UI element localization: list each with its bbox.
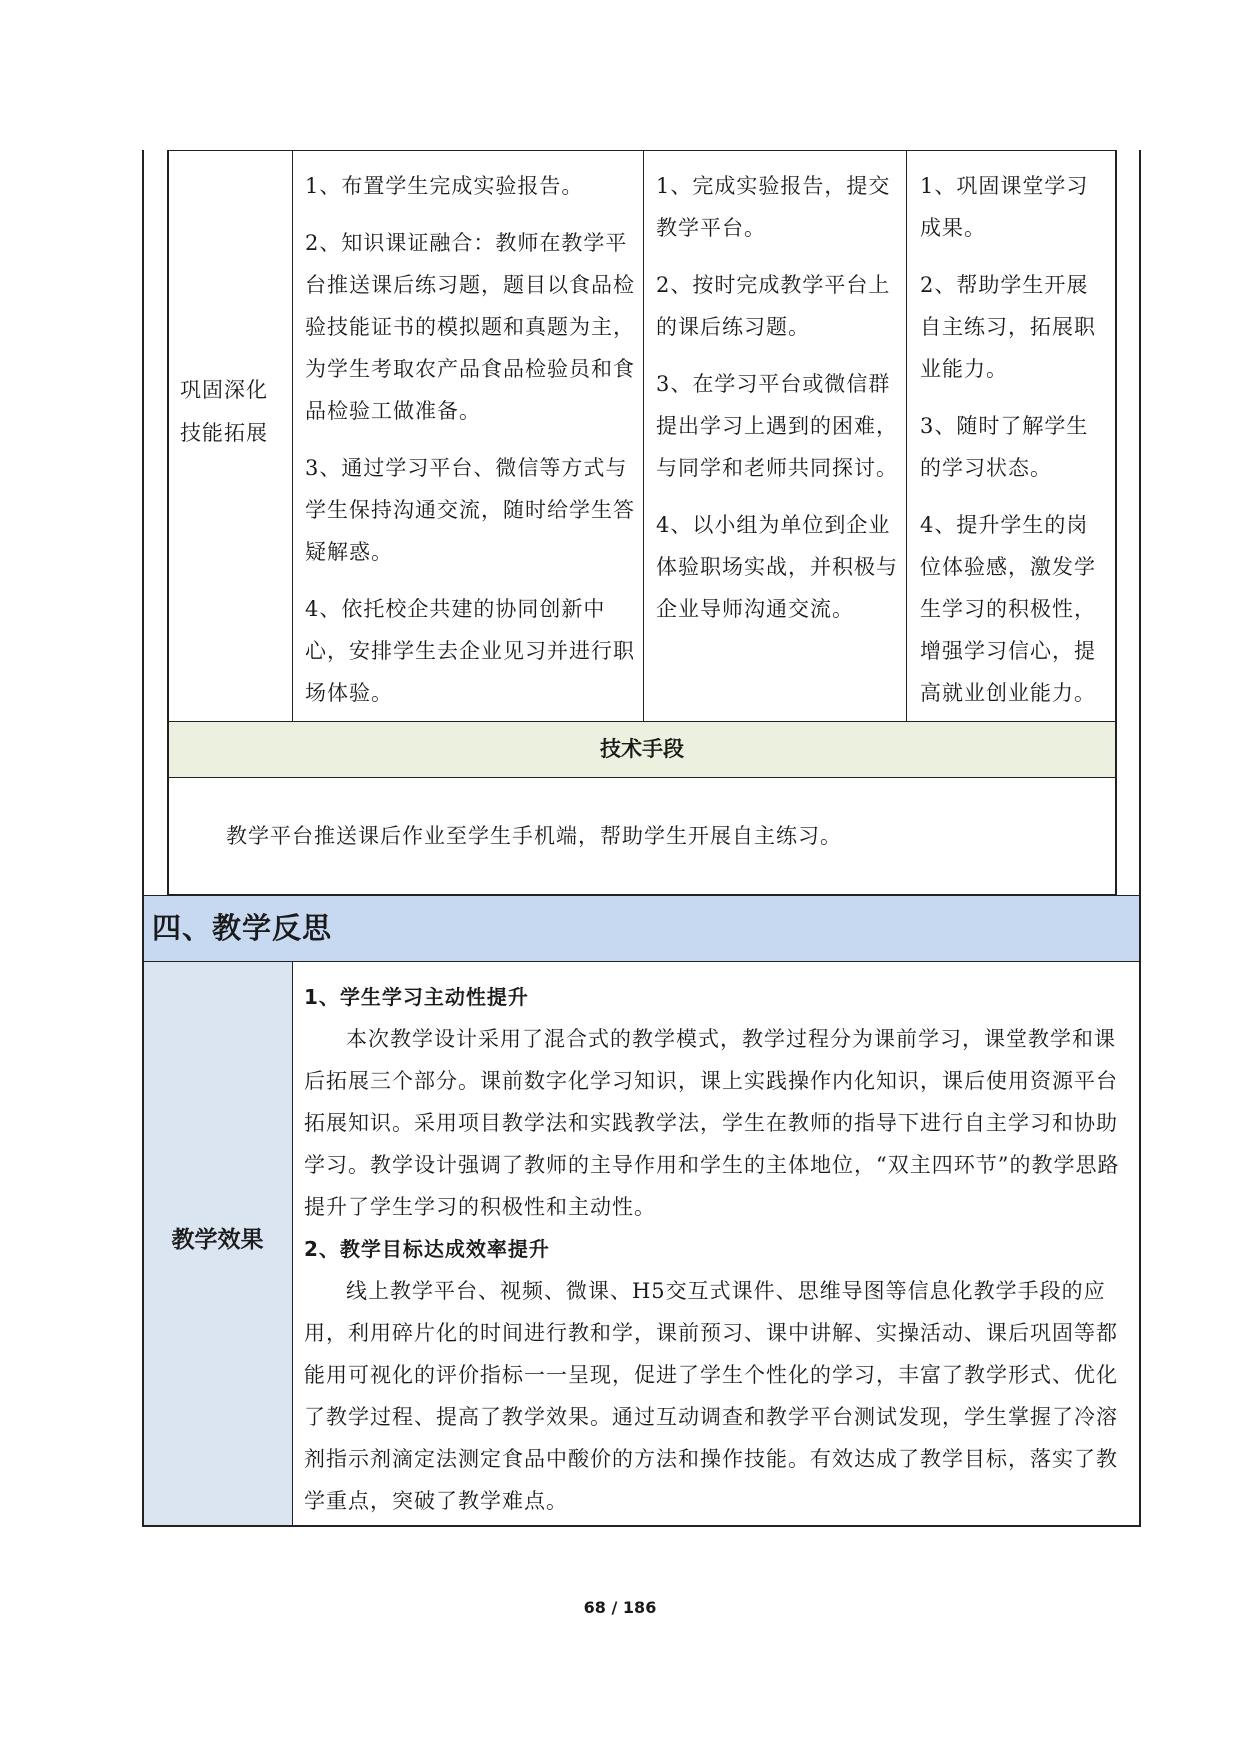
stage-label-text: 巩固深化技能拓展	[180, 378, 268, 445]
reflection-paragraph-1: 本次教学设计采用了混合式的教学模式，教学过程分为课前学习，课堂教学和课后拓展三个部分。课前数字化学习知识，课上实践操作内化知识，课后使用资源平台拓展知识。采用项目教学法和实践教学法，学生在教师的指导下进行自主学习和协助学习。教学设计强调了教师的主导作用和学生的主体地位，“双主四环节”的教学思路提升了学生学习的积极性和主动性。	[304, 1027, 1120, 1219]
teacher-activity-4: 4、依托校企共建的协同创新中心，安排学生去企业见习并进行职场体验。	[305, 597, 635, 705]
teacher-activity-2: 2、知识课证融合：教师在教学平台推送课后练习题，题目以食品检验技能证书的模拟题和真题为主，为学生考取农产品食品检验员和食品检验工做准备。	[305, 231, 635, 423]
tech-header: 技术手段	[600, 737, 684, 761]
student-activity-1: 1、完成实验报告，提交教学平台。	[656, 174, 891, 240]
design-intent-cell	[920, 165, 1110, 729]
teacher-activities-cell	[305, 165, 635, 729]
design-intent-1: 1、巩固课堂学习成果。	[920, 174, 1089, 240]
stage-label	[180, 369, 286, 455]
design-intent-4: 4、提升学生的岗位体验感，激发学生学习的积极性，增强学习信心，提高就业创业能力。	[920, 513, 1096, 705]
student-activity-3: 3、在学习平台或微信群提出学习上遇到的困难，与同学和老师共同探讨。	[656, 372, 898, 480]
reflection-heading-1: 1、学生学习主动性提升	[304, 985, 529, 1009]
reflection-content	[304, 976, 1132, 1522]
tech-content: 教学平台推送课后作业至学生手机端，帮助学生开展自主练习。	[226, 824, 842, 848]
student-activities-cell	[656, 165, 901, 645]
design-intent-3: 3、随时了解学生的学习状态。	[920, 414, 1089, 480]
student-activity-4: 4、以小组为单位到企业体验职场实战，并积极与企业导师沟通交流。	[656, 513, 898, 621]
student-activity-2: 2、按时完成教学平台上的课后练习题。	[656, 273, 891, 339]
section-title: 四、教学反思	[152, 911, 333, 945]
teacher-activity-1: 1、布置学生完成实验报告。	[305, 174, 584, 198]
reflection-label: 教学效果	[171, 1227, 264, 1253]
page-number: 68 / 186	[583, 1598, 657, 1617]
design-intent-2: 2、帮助学生开展自主练习，拓展职业能力。	[920, 273, 1096, 381]
reflection-heading-2: 2、教学目标达成效率提升	[304, 1237, 550, 1261]
reflection-paragraph-2: 线上教学平台、视频、微课、H5交互式课件、思维导图等信息化教学手段的应用，利用碎片化的时间进行教和学，课前预习、课中讲解、实操活动、课后巩固等都能用可视化的评价指标一一呈现，促进了学生个性化的学习，丰富了教学形式、优化了教学过程、提高了教学效果。通过互动调查和教学平台测试发现，学生掌握了冷溶剂指示剂滴定法测定食品中酸价的方法和操作技能。有效达成了教学目标，落实了教学重点，突破了教学难点。	[304, 1279, 1118, 1513]
teacher-activity-3: 3、通过学习平台、微信等方式与学生保持沟通交流，随时给学生答疑解惑。	[305, 456, 635, 564]
